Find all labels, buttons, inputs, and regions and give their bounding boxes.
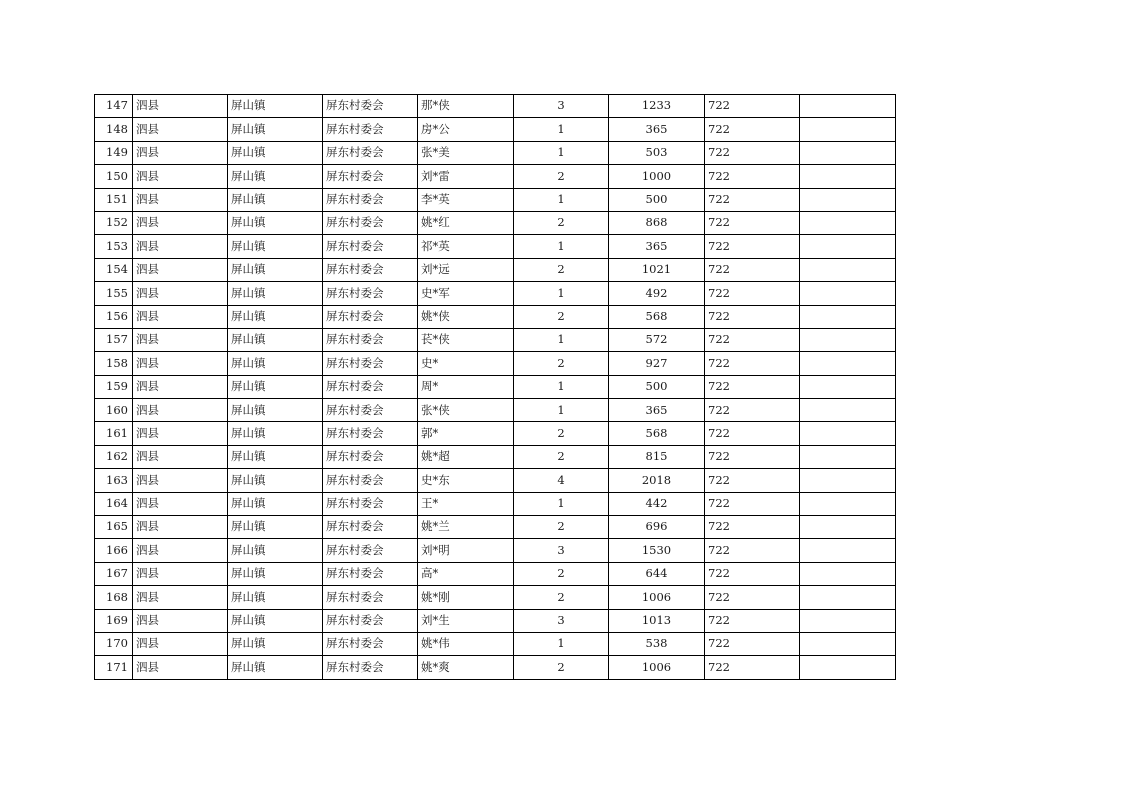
amount-cell: 1013: [609, 609, 705, 632]
name-cell: 姚*兰: [418, 516, 514, 539]
village-cell: 屏东村委会: [323, 632, 418, 655]
village-cell: 屏东村委会: [323, 656, 418, 679]
name-cell: 姚*爽: [418, 656, 514, 679]
amount-cell: 868: [609, 211, 705, 234]
name-cell: 那*侠: [418, 95, 514, 118]
remark-cell: [800, 118, 896, 141]
code-cell: 722: [705, 586, 800, 609]
amount-cell: 572: [609, 328, 705, 351]
remark-cell: [800, 586, 896, 609]
code-cell: 722: [705, 609, 800, 632]
code-cell: 722: [705, 328, 800, 351]
town-cell: 屏山镇: [228, 305, 323, 328]
code-cell: 722: [705, 258, 800, 281]
town-cell: 屏山镇: [228, 352, 323, 375]
remark-cell: [800, 492, 896, 515]
remark-cell: [800, 95, 896, 118]
name-cell: 刘*生: [418, 609, 514, 632]
county-cell: 泗县: [133, 422, 228, 445]
household-size-cell: 1: [514, 235, 609, 258]
code-cell: 722: [705, 492, 800, 515]
remark-cell: [800, 188, 896, 211]
county-cell: 泗县: [133, 492, 228, 515]
code-cell: 722: [705, 469, 800, 492]
household-size-cell: 2: [514, 165, 609, 188]
household-size-cell: 1: [514, 375, 609, 398]
name-cell: 张*侠: [418, 399, 514, 422]
table-row: [95, 399, 896, 422]
name-cell: 高*: [418, 562, 514, 585]
county-cell: 泗县: [133, 282, 228, 305]
amount-cell: 644: [609, 562, 705, 585]
remark-cell: [800, 235, 896, 258]
amount-cell: 365: [609, 235, 705, 258]
name-cell: 祁*英: [418, 235, 514, 258]
remark-cell: [800, 258, 896, 281]
town-cell: 屏山镇: [228, 118, 323, 141]
household-size-cell: 2: [514, 211, 609, 234]
town-cell: 屏山镇: [228, 469, 323, 492]
household-size-cell: 2: [514, 445, 609, 468]
remark-cell: [800, 282, 896, 305]
table-row: [95, 188, 896, 211]
county-cell: 泗县: [133, 632, 228, 655]
village-cell: 屏东村委会: [323, 609, 418, 632]
household-size-cell: 2: [514, 305, 609, 328]
code-cell: 722: [705, 375, 800, 398]
town-cell: 屏山镇: [228, 211, 323, 234]
amount-cell: 503: [609, 141, 705, 164]
household-size-cell: 1: [514, 118, 609, 141]
town-cell: 屏山镇: [228, 375, 323, 398]
remark-cell: [800, 422, 896, 445]
row-number-cell: 171: [95, 656, 133, 679]
name-cell: 姚*侠: [418, 305, 514, 328]
household-size-cell: 2: [514, 422, 609, 445]
amount-cell: 538: [609, 632, 705, 655]
amount-cell: 815: [609, 445, 705, 468]
table-row: [95, 492, 896, 515]
village-cell: 屏东村委会: [323, 516, 418, 539]
code-cell: 722: [705, 118, 800, 141]
table-row: [95, 445, 896, 468]
amount-cell: 442: [609, 492, 705, 515]
name-cell: 房*公: [418, 118, 514, 141]
amount-cell: 1006: [609, 586, 705, 609]
table-row: [95, 469, 896, 492]
county-cell: 泗县: [133, 539, 228, 562]
table-row: [95, 422, 896, 445]
table-body: [95, 95, 896, 680]
code-cell: 722: [705, 235, 800, 258]
town-cell: 屏山镇: [228, 656, 323, 679]
name-cell: 史*军: [418, 282, 514, 305]
county-cell: 泗县: [133, 516, 228, 539]
amount-cell: 927: [609, 352, 705, 375]
row-number-cell: 153: [95, 235, 133, 258]
village-cell: 屏东村委会: [323, 539, 418, 562]
table-row: [95, 165, 896, 188]
row-number-cell: 168: [95, 586, 133, 609]
amount-cell: 1021: [609, 258, 705, 281]
county-cell: 泗县: [133, 399, 228, 422]
village-cell: 屏东村委会: [323, 141, 418, 164]
remark-cell: [800, 469, 896, 492]
table-row: [95, 516, 896, 539]
amount-cell: 1530: [609, 539, 705, 562]
county-cell: 泗县: [133, 445, 228, 468]
row-number-cell: 169: [95, 609, 133, 632]
code-cell: 722: [705, 632, 800, 655]
table-row: [95, 258, 896, 281]
remark-cell: [800, 399, 896, 422]
table-row: [95, 118, 896, 141]
table-row: [95, 95, 896, 118]
table-row: [95, 282, 896, 305]
name-cell: 姚*红: [418, 211, 514, 234]
county-cell: 泗县: [133, 352, 228, 375]
village-cell: 屏东村委会: [323, 399, 418, 422]
village-cell: 屏东村委会: [323, 445, 418, 468]
household-size-cell: 1: [514, 282, 609, 305]
row-number-cell: 170: [95, 632, 133, 655]
county-cell: 泗县: [133, 118, 228, 141]
row-number-cell: 166: [95, 539, 133, 562]
county-cell: 泗县: [133, 562, 228, 585]
table-row: [95, 352, 896, 375]
town-cell: 屏山镇: [228, 562, 323, 585]
county-cell: 泗县: [133, 165, 228, 188]
row-number-cell: 155: [95, 282, 133, 305]
row-number-cell: 160: [95, 399, 133, 422]
town-cell: 屏山镇: [228, 258, 323, 281]
household-size-cell: 1: [514, 632, 609, 655]
town-cell: 屏山镇: [228, 516, 323, 539]
village-cell: 屏东村委会: [323, 422, 418, 445]
village-cell: 屏东村委会: [323, 165, 418, 188]
household-size-cell: 1: [514, 399, 609, 422]
village-cell: 屏东村委会: [323, 118, 418, 141]
town-cell: 屏山镇: [228, 141, 323, 164]
name-cell: 王*: [418, 492, 514, 515]
code-cell: 722: [705, 188, 800, 211]
remark-cell: [800, 305, 896, 328]
row-number-cell: 154: [95, 258, 133, 281]
remark-cell: [800, 539, 896, 562]
table-row: [95, 235, 896, 258]
town-cell: 屏山镇: [228, 609, 323, 632]
remark-cell: [800, 656, 896, 679]
row-number-cell: 147: [95, 95, 133, 118]
data-table: [94, 94, 896, 680]
row-number-cell: 157: [95, 328, 133, 351]
remark-cell: [800, 165, 896, 188]
county-cell: 泗县: [133, 609, 228, 632]
code-cell: 722: [705, 282, 800, 305]
amount-cell: 2018: [609, 469, 705, 492]
village-cell: 屏东村委会: [323, 188, 418, 211]
remark-cell: [800, 609, 896, 632]
code-cell: 722: [705, 539, 800, 562]
table-row: [95, 305, 896, 328]
village-cell: 屏东村委会: [323, 352, 418, 375]
town-cell: 屏山镇: [228, 632, 323, 655]
county-cell: 泗县: [133, 656, 228, 679]
remark-cell: [800, 445, 896, 468]
household-size-cell: 1: [514, 492, 609, 515]
amount-cell: 1006: [609, 656, 705, 679]
row-number-cell: 158: [95, 352, 133, 375]
table-row: [95, 562, 896, 585]
town-cell: 屏山镇: [228, 165, 323, 188]
household-size-cell: 1: [514, 141, 609, 164]
table-row: [95, 656, 896, 679]
household-size-cell: 1: [514, 188, 609, 211]
amount-cell: 568: [609, 422, 705, 445]
household-size-cell: 3: [514, 95, 609, 118]
county-cell: 泗县: [133, 469, 228, 492]
amount-cell: 500: [609, 188, 705, 211]
code-cell: 722: [705, 352, 800, 375]
county-cell: 泗县: [133, 305, 228, 328]
household-size-cell: 2: [514, 586, 609, 609]
row-number-cell: 151: [95, 188, 133, 211]
amount-cell: 492: [609, 282, 705, 305]
county-cell: 泗县: [133, 188, 228, 211]
table-row: [95, 609, 896, 632]
remark-cell: [800, 562, 896, 585]
household-size-cell: 3: [514, 539, 609, 562]
town-cell: 屏山镇: [228, 445, 323, 468]
county-cell: 泗县: [133, 95, 228, 118]
town-cell: 屏山镇: [228, 492, 323, 515]
code-cell: 722: [705, 562, 800, 585]
remark-cell: [800, 141, 896, 164]
amount-cell: 365: [609, 399, 705, 422]
table-row: [95, 632, 896, 655]
table-row: [95, 586, 896, 609]
table-row: [95, 328, 896, 351]
row-number-cell: 162: [95, 445, 133, 468]
county-cell: 泗县: [133, 586, 228, 609]
table-row: [95, 141, 896, 164]
name-cell: 张*美: [418, 141, 514, 164]
town-cell: 屏山镇: [228, 422, 323, 445]
remark-cell: [800, 516, 896, 539]
row-number-cell: 150: [95, 165, 133, 188]
remark-cell: [800, 375, 896, 398]
amount-cell: 1233: [609, 95, 705, 118]
village-cell: 屏东村委会: [323, 469, 418, 492]
row-number-cell: 156: [95, 305, 133, 328]
town-cell: 屏山镇: [228, 328, 323, 351]
name-cell: 刘*雷: [418, 165, 514, 188]
row-number-cell: 165: [95, 516, 133, 539]
row-number-cell: 152: [95, 211, 133, 234]
village-cell: 屏东村委会: [323, 258, 418, 281]
county-cell: 泗县: [133, 141, 228, 164]
village-cell: 屏东村委会: [323, 586, 418, 609]
household-size-cell: 4: [514, 469, 609, 492]
code-cell: 722: [705, 399, 800, 422]
code-cell: 722: [705, 211, 800, 234]
county-cell: 泗县: [133, 258, 228, 281]
town-cell: 屏山镇: [228, 399, 323, 422]
county-cell: 泗县: [133, 375, 228, 398]
village-cell: 屏东村委会: [323, 492, 418, 515]
village-cell: 屏东村委会: [323, 375, 418, 398]
name-cell: 周*: [418, 375, 514, 398]
county-cell: 泗县: [133, 235, 228, 258]
amount-cell: 365: [609, 118, 705, 141]
town-cell: 屏山镇: [228, 95, 323, 118]
code-cell: 722: [705, 305, 800, 328]
name-cell: 姚*超: [418, 445, 514, 468]
row-number-cell: 164: [95, 492, 133, 515]
household-size-cell: 2: [514, 516, 609, 539]
name-cell: 刘*明: [418, 539, 514, 562]
table-row: [95, 211, 896, 234]
remark-cell: [800, 328, 896, 351]
household-size-cell: 2: [514, 352, 609, 375]
village-cell: 屏东村委会: [323, 95, 418, 118]
remark-cell: [800, 632, 896, 655]
town-cell: 屏山镇: [228, 539, 323, 562]
code-cell: 722: [705, 165, 800, 188]
name-cell: 苌*侠: [418, 328, 514, 351]
code-cell: 722: [705, 516, 800, 539]
name-cell: 姚*伟: [418, 632, 514, 655]
row-number-cell: 167: [95, 562, 133, 585]
name-cell: 刘*远: [418, 258, 514, 281]
row-number-cell: 148: [95, 118, 133, 141]
amount-cell: 696: [609, 516, 705, 539]
remark-cell: [800, 211, 896, 234]
row-number-cell: 163: [95, 469, 133, 492]
code-cell: 722: [705, 422, 800, 445]
name-cell: 李*英: [418, 188, 514, 211]
household-size-cell: 2: [514, 258, 609, 281]
row-number-cell: 149: [95, 141, 133, 164]
village-cell: 屏东村委会: [323, 305, 418, 328]
county-cell: 泗县: [133, 328, 228, 351]
village-cell: 屏东村委会: [323, 211, 418, 234]
town-cell: 屏山镇: [228, 235, 323, 258]
code-cell: 722: [705, 445, 800, 468]
code-cell: 722: [705, 95, 800, 118]
village-cell: 屏东村委会: [323, 282, 418, 305]
amount-cell: 500: [609, 375, 705, 398]
town-cell: 屏山镇: [228, 282, 323, 305]
county-cell: 泗县: [133, 211, 228, 234]
village-cell: 屏东村委会: [323, 562, 418, 585]
name-cell: 姚*刚: [418, 586, 514, 609]
town-cell: 屏山镇: [228, 188, 323, 211]
code-cell: 722: [705, 656, 800, 679]
code-cell: 722: [705, 141, 800, 164]
remark-cell: [800, 352, 896, 375]
name-cell: 史*东: [418, 469, 514, 492]
household-size-cell: 2: [514, 656, 609, 679]
amount-cell: 1000: [609, 165, 705, 188]
table-row: [95, 375, 896, 398]
household-size-cell: 2: [514, 562, 609, 585]
row-number-cell: 161: [95, 422, 133, 445]
name-cell: 郭*: [418, 422, 514, 445]
amount-cell: 568: [609, 305, 705, 328]
village-cell: 屏东村委会: [323, 328, 418, 351]
household-size-cell: 3: [514, 609, 609, 632]
household-size-cell: 1: [514, 328, 609, 351]
name-cell: 史*: [418, 352, 514, 375]
table-row: [95, 539, 896, 562]
village-cell: 屏东村委会: [323, 235, 418, 258]
row-number-cell: 159: [95, 375, 133, 398]
town-cell: 屏山镇: [228, 586, 323, 609]
